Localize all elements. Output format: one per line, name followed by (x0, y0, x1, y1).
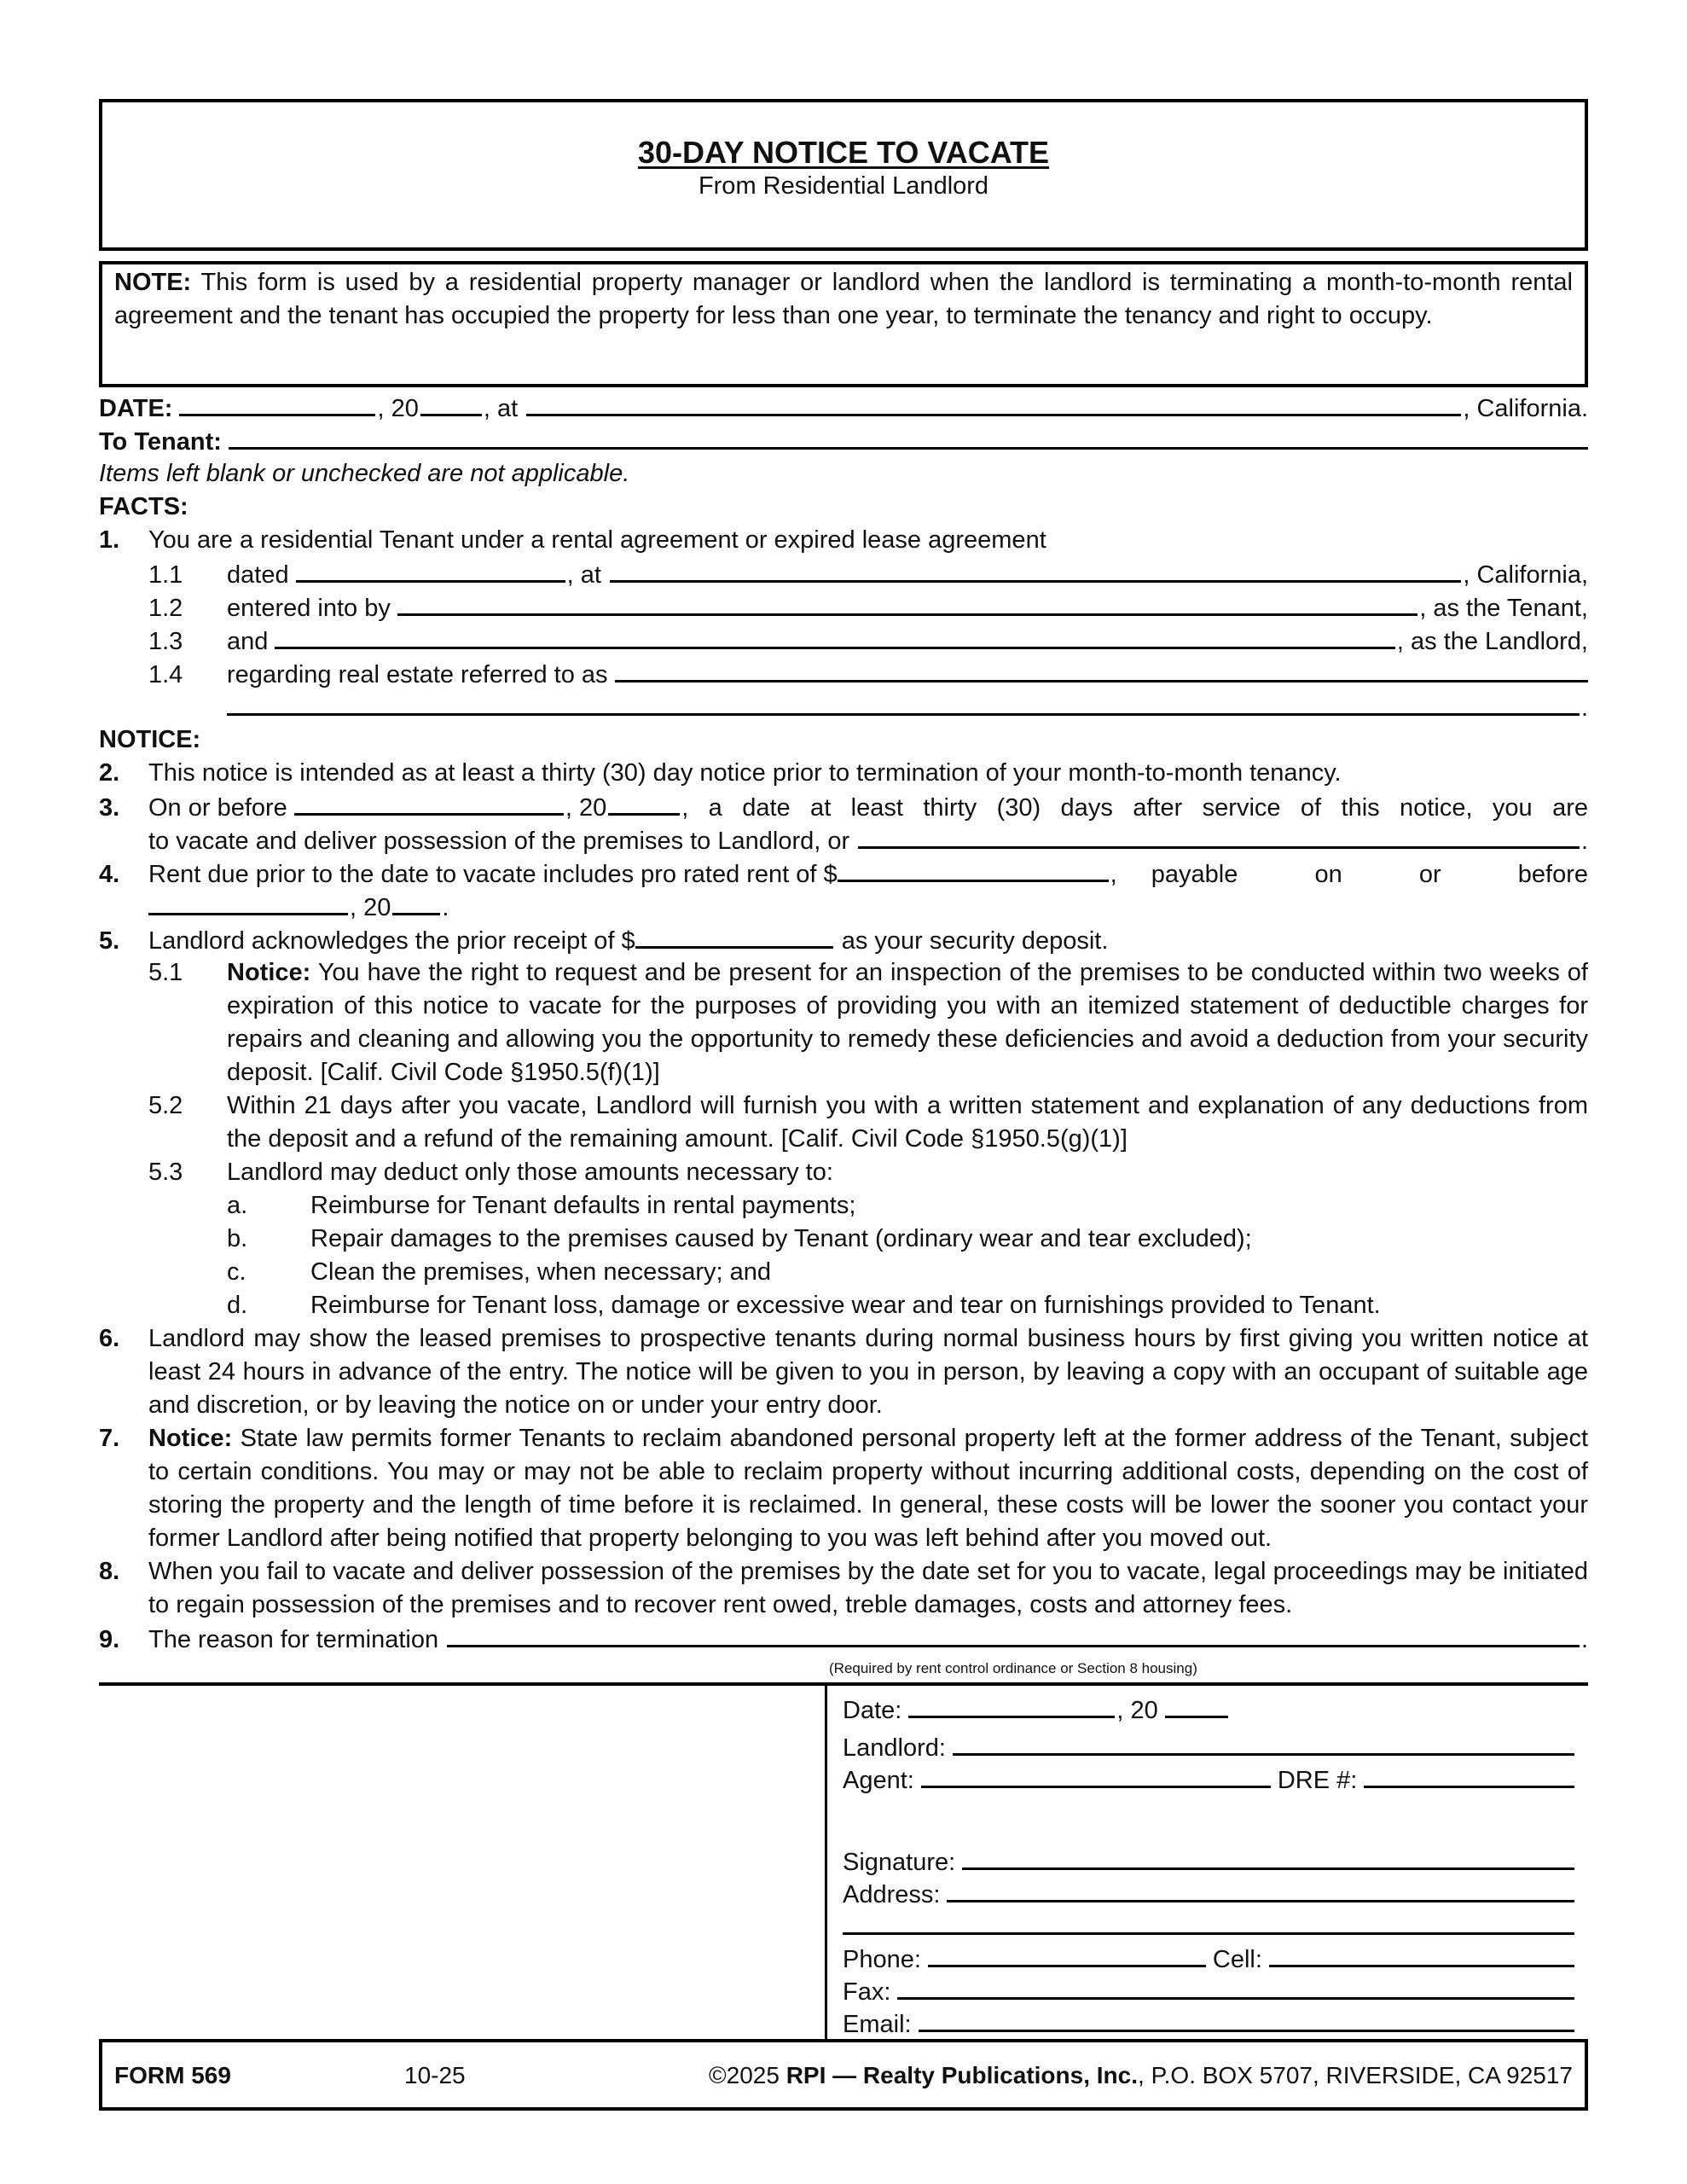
california-suffix: , California, (1463, 561, 1588, 589)
address-field-1[interactable] (947, 1877, 1574, 1902)
deduction-item-b (99, 1223, 1588, 1256)
notice-item-7 (99, 1422, 1588, 1555)
address-row (843, 1877, 1576, 1909)
address-label: Address: (843, 1881, 941, 1908)
at-label: , at (566, 561, 601, 589)
date-year-field[interactable] (420, 391, 482, 416)
agent-row (843, 1763, 1576, 1795)
sub-number: 1.2 (148, 595, 183, 622)
notice-5-2-text: Within 21 days after you vacate, Landlord will furnish you with a written statement and explanation of any deductions from the deposit and a refund of the remaining amount. [Calif. Civil Code §1950.5(g)(1)] (227, 1092, 1588, 1153)
deduction-item-a (99, 1189, 1588, 1223)
reason-footnote: (Required by rent control ordinance or Section 8 housing) (829, 1660, 1197, 1676)
item-number: 4. (99, 861, 120, 888)
sig-date-field[interactable] (908, 1693, 1115, 1718)
notice-3-text-cont: to vacate and deliver possession of the premises to Landlord, or (148, 828, 850, 855)
sub-number: 1.1 (148, 561, 183, 589)
dated-label: dated (227, 561, 289, 589)
period: . (1580, 828, 1588, 855)
sig-date-row (843, 1693, 1576, 1725)
phone-label: Phone: (843, 1946, 921, 1973)
period: . (1580, 694, 1588, 722)
form-number: FORM 569 (114, 2061, 231, 2088)
payable-word: payable (1151, 861, 1238, 888)
notice-bold-label: Notice: (227, 959, 311, 986)
before-word: before (1517, 861, 1588, 888)
item-number: 7. (99, 1425, 120, 1452)
publisher-name: RPI — Realty Publications, Inc. (786, 2061, 1139, 2088)
deduction-text: Repair damages to the premises caused by Tenant (ordinary wear and tear excluded); (310, 1225, 1252, 1252)
date-location-field[interactable] (526, 391, 1461, 416)
document-subtitle: From Residential Landlord (698, 172, 989, 200)
item-number: 8. (99, 1558, 120, 1585)
sub-number: 5.1 (148, 959, 183, 986)
notice-item-2 (99, 757, 1588, 790)
notice-item-6 (99, 1322, 1588, 1422)
sub-number: 1.4 (148, 661, 183, 688)
fax-label: Fax: (843, 1978, 891, 2006)
rent-due-label: Rent due prior to the date to vacate includes pro rated rent of $ (148, 861, 838, 888)
email-row (843, 2007, 1576, 2039)
sub-number: 5.2 (148, 1092, 183, 1119)
address-row-2 (843, 1909, 1576, 1942)
date-label: DATE: (99, 395, 173, 422)
phone-row (843, 1942, 1576, 1974)
real-estate-field-2[interactable] (227, 690, 1580, 716)
notice-item-9 (99, 1622, 1588, 1655)
notice-5-1 (99, 956, 1588, 1089)
reason-label: The reason for termination (148, 1626, 439, 1653)
notice-7-text: State law permits former Tenants to reclaim abandoned personal property left at the former address of the Tenant, subject to certain conditions. You may or may not be able to reclaim property without incurring additional costs, depending on the cost of storing the property and the length of time before it is reclaimed. In general, these costs will be lower the sooner you contact your former Landlord after being notified that property belonging to you was left behind after you moved out. (148, 1425, 1589, 1552)
form-version: 10-25 (404, 2061, 466, 2088)
sub-number: 1.3 (148, 628, 183, 655)
landlord-label: Landlord: (843, 1734, 946, 1762)
deduction-item-c (99, 1256, 1588, 1289)
publisher-address: , P.O. BOX 5707, RIVERSIDE, CA 92517 (1138, 2061, 1573, 2088)
signature-area (99, 1682, 1588, 2039)
to-tenant-line (99, 424, 1588, 457)
address-field-2[interactable] (843, 1909, 1574, 1935)
deduction-text: Clean the premises, when necessary; and (310, 1258, 772, 1286)
note-text: This form is used by a residential property manager or landlord when the landlord is terminating a month-to-month rental agreement and the tenant has occupied the property for less than one year, to terminate the tenancy and right to occupy. (114, 269, 1573, 329)
deduction-item-d (99, 1289, 1588, 1322)
letter-label: c. (227, 1258, 246, 1286)
blank-notice: Items left blank or unchecked are not applicable. (99, 460, 630, 487)
notice-5-3 (99, 1156, 1588, 1189)
fact-1-4-cont (99, 690, 1588, 723)
agreement-location-field[interactable] (610, 557, 1461, 583)
cell-field[interactable] (1269, 1942, 1574, 1967)
fact-item-1 (99, 524, 1588, 557)
signature-left-blank (99, 1686, 827, 2039)
notice-5-1-text: You have the right to request and be present for an inspection of the premises to be conducted within two weeks of expiration of this notice to vacate for the purposes of providing you with an itemized statement of deductible charges for repairs and cleaning and allowing you the opportunity to remedy these deficiencies and avoid a deduction from your security deposit. [Calif. Civil Code §1950.5(f)(1)] (227, 959, 1588, 1086)
deposit-suffix: as your security deposit. (841, 927, 1109, 955)
notice-item-4 (99, 857, 1588, 890)
prorated-rent-field[interactable] (838, 857, 1109, 882)
tenant-name-field[interactable] (397, 590, 1417, 616)
note-label: NOTE: (114, 269, 192, 296)
letter-label: d. (227, 1292, 248, 1319)
signature-label: Signature: (843, 1849, 956, 1876)
item-number: 9. (99, 1626, 120, 1653)
to-tenant-field[interactable] (229, 424, 1588, 450)
deposit-label: Landlord acknowledges the prior receipt of $ (148, 927, 635, 955)
notice-8-text: When you fail to vacate and deliver possession of the premises by the date set for you to vacate, legal proceedings may be initiated to regain possession of the premises and to recover rent owed, treble damages, costs and attorney fees. (148, 1558, 1588, 1618)
comma: , (1110, 861, 1117, 888)
agent-label: Agent: (843, 1767, 914, 1794)
or-word: or (1418, 861, 1441, 888)
deduction-text: Reimburse for Tenant defaults in rental payments; (310, 1192, 856, 1219)
email-field[interactable] (919, 2007, 1574, 2032)
fact-1-4 (99, 657, 1588, 690)
copyright (575, 2059, 1573, 2092)
as-landlord-suffix: , as the Landlord, (1396, 628, 1588, 655)
as-tenant-suffix: , as the Tenant, (1419, 595, 1588, 622)
rent-due-year-field[interactable] (392, 890, 440, 915)
real-estate-field-1[interactable] (615, 657, 1588, 682)
real-estate-label: regarding real estate referred to as (227, 661, 608, 688)
alt-vacate-field[interactable] (858, 823, 1580, 849)
letter-label: b. (227, 1225, 248, 1252)
notice-item-8 (99, 1555, 1588, 1622)
notice-2-text: This notice is intended as at least a thirty (30) day notice prior to termination of your month-to-month tenancy. (148, 759, 1342, 787)
landlord-row (843, 1730, 1576, 1763)
sig-year-field[interactable] (1165, 1693, 1228, 1718)
copyright-prefix: ©2025 (708, 2061, 786, 2088)
notice-5-3-text: Landlord may deduct only those amounts necessary to: (227, 1159, 833, 1186)
item-number: 6. (99, 1325, 120, 1352)
notice-bold-label: Notice: (148, 1425, 233, 1452)
signature-field[interactable] (962, 1844, 1574, 1870)
landlord-signature-block (827, 1686, 1588, 2039)
and-label: and (227, 628, 269, 655)
date-field[interactable] (179, 391, 375, 416)
email-label: Email: (843, 2011, 912, 2038)
vacate-year-field[interactable] (608, 790, 680, 816)
date-line (99, 391, 1588, 424)
landlord-field[interactable] (953, 1730, 1574, 1756)
phone-field[interactable] (928, 1942, 1206, 1967)
notice-item-4-cont (99, 890, 1588, 923)
on-word: on (1314, 861, 1342, 888)
sub-number: 5.3 (148, 1159, 183, 1186)
notice-item-5 (99, 923, 1588, 956)
dre-field[interactable] (1364, 1763, 1574, 1788)
item-number: 2. (99, 759, 120, 787)
deduction-text: Reimburse for Tenant loss, damage or excessive wear and tear on furnishings provided to Tenant. (310, 1292, 1381, 1319)
footer (99, 2039, 1588, 2111)
date-year-prefix: , 20 (377, 395, 419, 422)
vacate-date-field[interactable] (294, 790, 564, 816)
fact-1-2 (99, 590, 1588, 624)
signature-row (843, 1844, 1576, 1877)
item-number: 1. (99, 526, 120, 554)
notice-6-text: Landlord may show the leased premises to prospective tenants during normal business hours by first giving you written notice at least 24 hours in advance of the entry. The notice will be given to you in person, by leaving a copy with an occupant of suitable age and discretion, or by leaving the notice on or under your entry door. (148, 1325, 1588, 1419)
sig-date-label: Date: (843, 1697, 902, 1724)
notice-heading: NOTICE: (99, 726, 201, 753)
note-box (99, 261, 1588, 387)
document-title: 30-DAY NOTICE TO VACATE (637, 135, 1050, 170)
fax-field[interactable] (897, 1974, 1574, 2000)
to-tenant-label: To Tenant: (99, 428, 222, 456)
year-prefix: , 20 (1116, 1697, 1158, 1724)
item-number: 3. (99, 794, 120, 822)
security-deposit-field[interactable] (635, 923, 833, 949)
letter-label: a. (227, 1192, 248, 1219)
item-number: 5. (99, 927, 120, 955)
cell-label: Cell: (1212, 1946, 1262, 1973)
year-prefix: , 20 (350, 894, 391, 921)
date-at-label: , at (483, 395, 519, 422)
fact-1-1 (99, 557, 1588, 590)
notice-item-3-cont (99, 823, 1588, 857)
landlord-name-field[interactable] (275, 624, 1395, 649)
date-suffix: , California. (1463, 395, 1588, 422)
facts-heading: FACTS: (99, 493, 188, 520)
title-box (99, 99, 1588, 251)
notice-item-3 (99, 790, 1588, 823)
termination-reason-field[interactable] (447, 1622, 1580, 1647)
fax-row (843, 1974, 1576, 2007)
fact-1-text: You are a residential Tenant under a rental agreement or expired lease agreement (148, 526, 1046, 554)
dre-label: DRE #: (1277, 1767, 1358, 1794)
year-prefix: , 20 (565, 794, 607, 822)
dated-field[interactable] (296, 557, 565, 583)
on-or-before-label: On or before (148, 794, 287, 822)
period: . (442, 894, 449, 921)
document-page (99, 99, 1588, 2111)
entered-into-label: entered into by (227, 595, 391, 622)
agent-field[interactable] (921, 1763, 1271, 1788)
rent-due-date-field[interactable] (148, 890, 348, 915)
period: . (1580, 1626, 1588, 1653)
notice-5-2 (99, 1089, 1588, 1156)
fact-1-3 (99, 624, 1588, 657)
notice-3-text: , a date at least thirty (30) days after service of this notice, you are (681, 794, 1588, 822)
